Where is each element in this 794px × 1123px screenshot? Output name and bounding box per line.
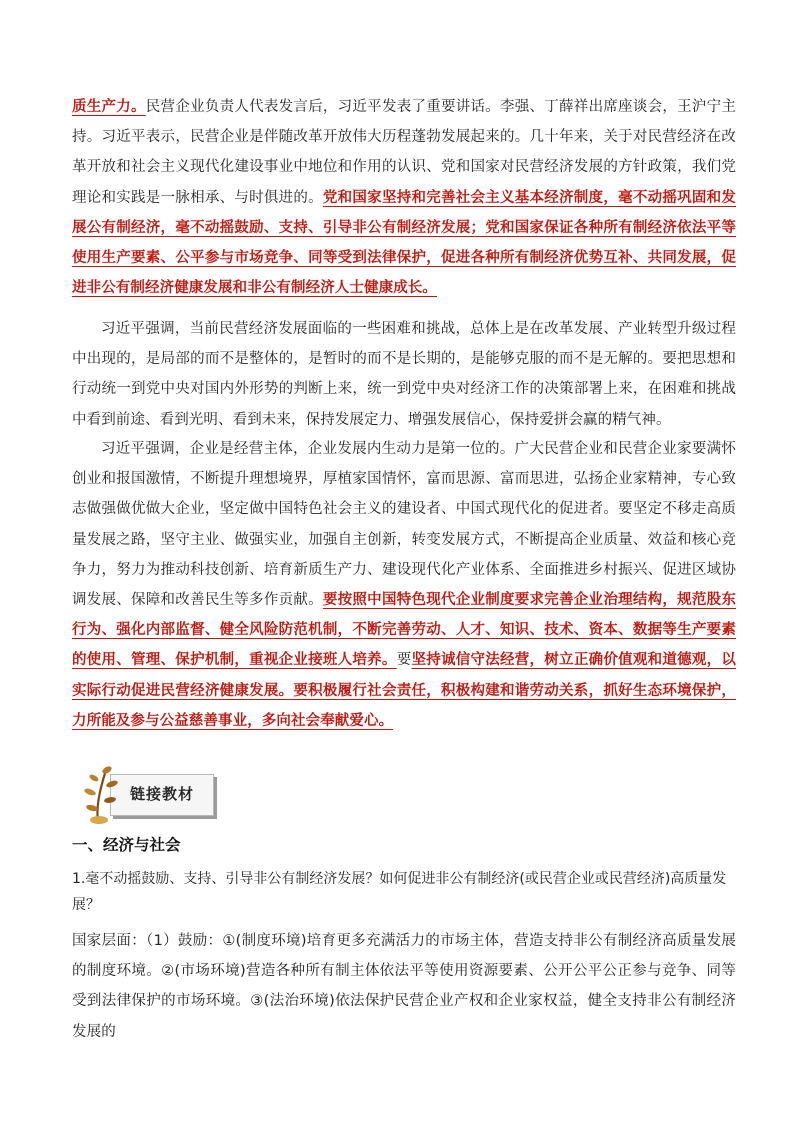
badge-box: [110, 774, 214, 816]
highlight-text: 要按照中国特色现代企业制度要求完善企业治理结构，规范股东行为、强化内部监督、健全风险防范机制，不断完善劳动、人才、知识、技术、资本、数据等生产要素的使用、管理、保护机制，重视企业接班人培养。: [72, 592, 736, 669]
paragraph-1: [72, 92, 736, 303]
paragraph-2: 习近平强调，当前民营经济发展面临的一些困难和挑战，总体上是在改革发展、产业转型升级过程中出现的，是局部的而不是整体的，是暂时的而不是长期的，是能够克服的而不是无解的。要把思想和行动统一到党中央对国内外形势的判断上来，统一到党中央对经济工作的决策部署上来，在困难和挑战中看到前途、看到光明、看到未来，保持发展定力、增强发展信心，保持爱拼会赢的精气神。: [72, 321, 736, 428]
badge-label: 链接教材: [129, 785, 194, 803]
highlight-text: 坚持诚信守法经营，树立正确价值观和道德观，以实际行动促进民营经济健康发展。要积极履行社会责任，积极构建和谐劳动关系，抓好生态环境保护，力所能及参与公益慈善事业，多向社会奉献爱心。: [72, 652, 737, 729]
highlight-text: 质生产力。: [72, 99, 146, 115]
highlight-text: 党和国家坚持和完善社会主义基本经济制度，毫不动摇巩固和发展公有制经济，毫不动摇鼓励、支持、引导非公有制经济发展；党和国家保证各种所有制经济依法平等使用生产要素、公平参与市场竞争、同等受到法律保护，促进各种所有制经济优势互补、共同发展，促进非公有制经济健康发展和非公有制经济人士健康成长。: [72, 189, 736, 297]
textbook-link-badge: [72, 762, 222, 826]
question-text: 1.毫不动摇鼓励、支持、引导非公有制经济发展？如何促进非公有制经济(或民营企业或民营经济)高质量发展？: [72, 871, 727, 913]
plant-icon: [72, 762, 124, 826]
body-text: 习近平强调，企业是经营主体，企业发展内生动力是第一位的。广大民营企业和民营企业家要满怀创业和报国激情，不断提升理想境界，厚植家国情怀，富而思源、富而思进，弘扬企业家精神，专心致志做强做优做大企业，坚定做中国特色社会主义的建设者、中国式现代化的促进者。要坚定不移走高质量发展之路，坚守主业、做强实业，加强自主创新，转变发展方式，不断提高企业质量、效益和核心竞争力，努力为推动科技创新、培育新质生产力、建设现代化产业体系、全面推进乡村振兴、促进区域协调发展、保障和改善民生等多作贡献。: [72, 441, 736, 609]
section-title: 一、经济与社会: [72, 836, 181, 854]
answer-text: 国家层面：（1）鼓励：①(制度环境)培育更多充满活力的市场主体，营造支持非公有制经济高质量发展的制度环境。②(市场环境)营造各种所有制主体依法平等使用资源要素、公开公平公正参与竞争、同等受到法律保护的市场环境。③(法治环境)依法保护民营企业产权和企业家权益，健全支持非公有制经济发展的: [72, 933, 736, 1040]
body-text: 民营企业负责人代表发言后，习近平发表了重要讲话。李强、丁薛祥出席座谈会，王沪宁主持。习近平表示，民营企业是伴随改革开放伟大历程蓬勃发展起来的。几十年来，关于对民营经济在改革开放和社会主义现代化建设事业中地位和作用的认识、党和国家对民营经济发展的方针政策，我们党理论和实践是一脉相承、与时俱进的。: [72, 99, 736, 206]
paragraph-3: [72, 434, 736, 736]
body-text: 要: [396, 652, 412, 669]
